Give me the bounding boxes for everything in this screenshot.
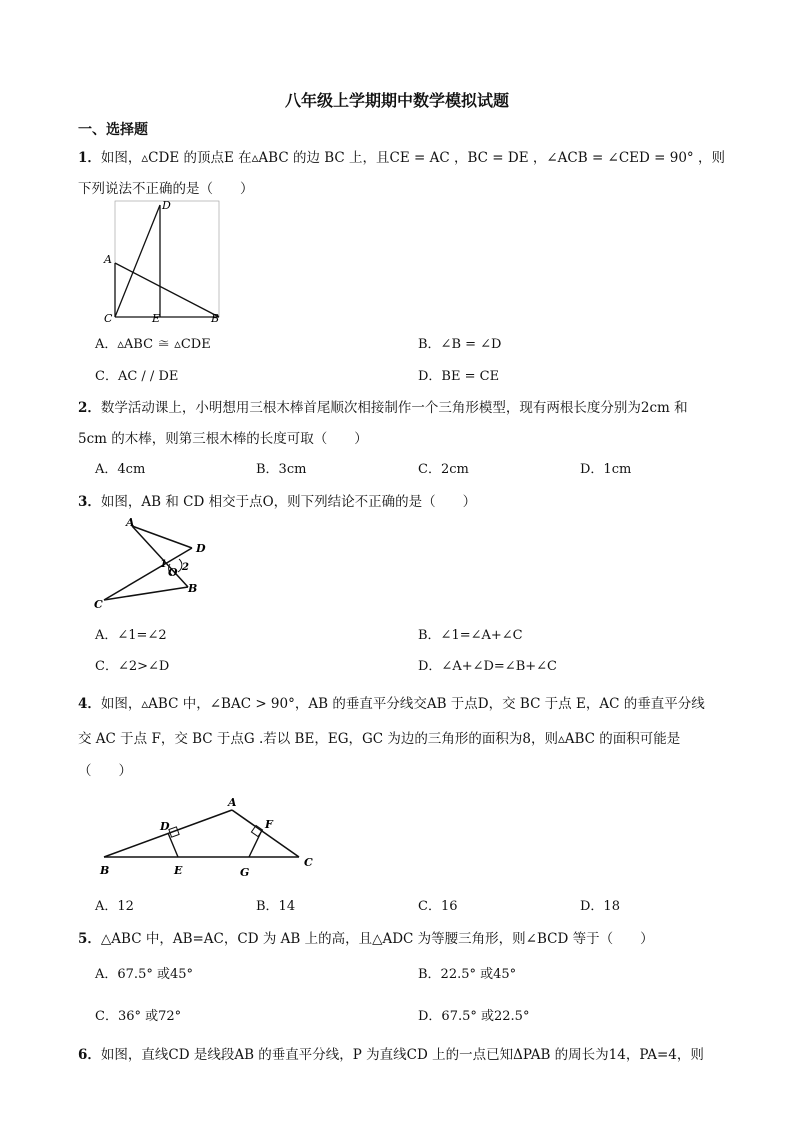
label-E: E <box>152 312 161 325</box>
label-angle-2: 2 <box>182 562 189 573</box>
label-C: C <box>94 598 103 611</box>
label-D: D <box>162 199 171 212</box>
question-number: 6． <box>78 1047 101 1063</box>
q1-option-a[interactable]: A．▵ABC ≅ ▵CDE <box>95 337 211 352</box>
question-1-line-1 <box>78 146 725 166</box>
question-number: 5． <box>78 931 101 947</box>
question-4-line-2: 交 AC 于点 F，交 BC 于点G .若以 BE，EG，GC 为边的三角形的面积为8，则▵ABC 的面积可能是 <box>78 731 681 747</box>
q5-option-a[interactable]: A．67.5° 或45° <box>95 967 194 982</box>
question-6-line-1 <box>78 1043 704 1063</box>
label-C: C <box>104 312 113 325</box>
label-O: O <box>168 566 178 579</box>
q3-option-c[interactable]: C．∠2>∠D <box>95 659 170 674</box>
question-text: 如图，▵CDE 的顶点E 在▵ABC 的边 BC 上，且CE = AC ，BC = DE ，∠ACB = ∠CED = 90° ，则 <box>100 150 725 166</box>
q4-option-c[interactable]: C．16 <box>418 899 458 914</box>
question-number: 4． <box>78 696 101 712</box>
question-2-line-2: 5cm 的木棒，则第三根木棒的长度可取（ ） <box>78 431 368 447</box>
question-number: 3． <box>78 494 101 510</box>
q2-option-a[interactable]: A．4cm <box>95 462 146 477</box>
label-E: E <box>174 864 183 877</box>
question-text: 如图，直线CD 是线段AB 的垂直平分线，P 为直线CD 上的一点已知ΔPAB 的周长为14，PA=4，则 <box>100 1047 704 1063</box>
label-D: D <box>196 542 206 555</box>
question-text: 如图，▵ABC 中，∠BAC > 90°，AB 的垂直平分线交AB 于点D，交 BC 于点 E，AC 的垂直平分线 <box>100 696 705 712</box>
label-A: A <box>104 253 112 266</box>
question-text: △ABC 中，AB=AC，CD 为 AB 上的高，且△ADC 为等腰三角形，则∠BCD 等于（ ） <box>100 931 654 947</box>
q1-option-d[interactable]: D．BE = CE <box>418 369 500 384</box>
question-3-line-1 <box>78 490 476 510</box>
label-A: A <box>228 796 237 809</box>
figure-q4 <box>92 790 332 885</box>
q3-option-d[interactable]: D．∠A+∠D=∠B+∠C <box>418 659 557 674</box>
question-number: 1． <box>78 150 101 166</box>
q5-option-b[interactable]: B．22.5° 或45° <box>418 967 517 982</box>
label-F: F <box>265 818 273 831</box>
question-text: 数学活动课上，小明想用三根木棒首尾顺次相接制作一个三角形模型，现有两根长度分别为2cm 和 <box>100 400 688 416</box>
q3-option-b[interactable]: B．∠1=∠A+∠C <box>418 628 523 643</box>
page-title: 八年级上学期期中数学模拟试题 <box>284 91 509 110</box>
label-B: B <box>211 312 220 325</box>
label-A: A <box>126 516 135 529</box>
label-B: B <box>188 582 198 595</box>
figure-frame <box>115 201 219 317</box>
question-2-line-1 <box>78 396 688 416</box>
question-4-line-3: （ ） <box>78 763 132 779</box>
question-5-line-1 <box>78 927 654 947</box>
question-4-line-1 <box>78 692 705 712</box>
q5-option-d[interactable]: D．67.5° 或22.5° <box>418 1009 530 1024</box>
label-angle-1: 1 <box>160 559 167 570</box>
label-C: C <box>304 856 313 869</box>
q1-option-c[interactable]: C．AC / / DE <box>95 369 179 384</box>
q4-option-b[interactable]: B．14 <box>256 899 296 914</box>
question-text: 如图，AB 和 CD 相交于点O，则下列结论不正确的是（ ） <box>100 494 477 510</box>
label-D: D <box>160 820 170 833</box>
q2-option-c[interactable]: C．2cm <box>418 462 469 477</box>
label-B: B <box>100 864 110 877</box>
figure-q3 <box>90 512 230 612</box>
q2-option-d[interactable]: D．1cm <box>580 462 632 477</box>
q1-option-b[interactable]: B．∠B = ∠D <box>418 337 502 352</box>
q4-option-a[interactable]: A．12 <box>95 899 134 914</box>
question-1-line-2: 下列说法不正确的是（ ） <box>78 181 254 197</box>
figure-q1 <box>100 195 230 330</box>
section-heading: 一、选择题 <box>78 122 148 138</box>
question-number: 2． <box>78 400 101 416</box>
q3-option-a[interactable]: A．∠1=∠2 <box>95 628 167 643</box>
q5-option-c[interactable]: C．36° 或72° <box>95 1009 182 1024</box>
q4-option-d[interactable]: D．18 <box>580 899 620 914</box>
q2-option-b[interactable]: B．3cm <box>256 462 307 477</box>
label-G: G <box>240 866 250 879</box>
